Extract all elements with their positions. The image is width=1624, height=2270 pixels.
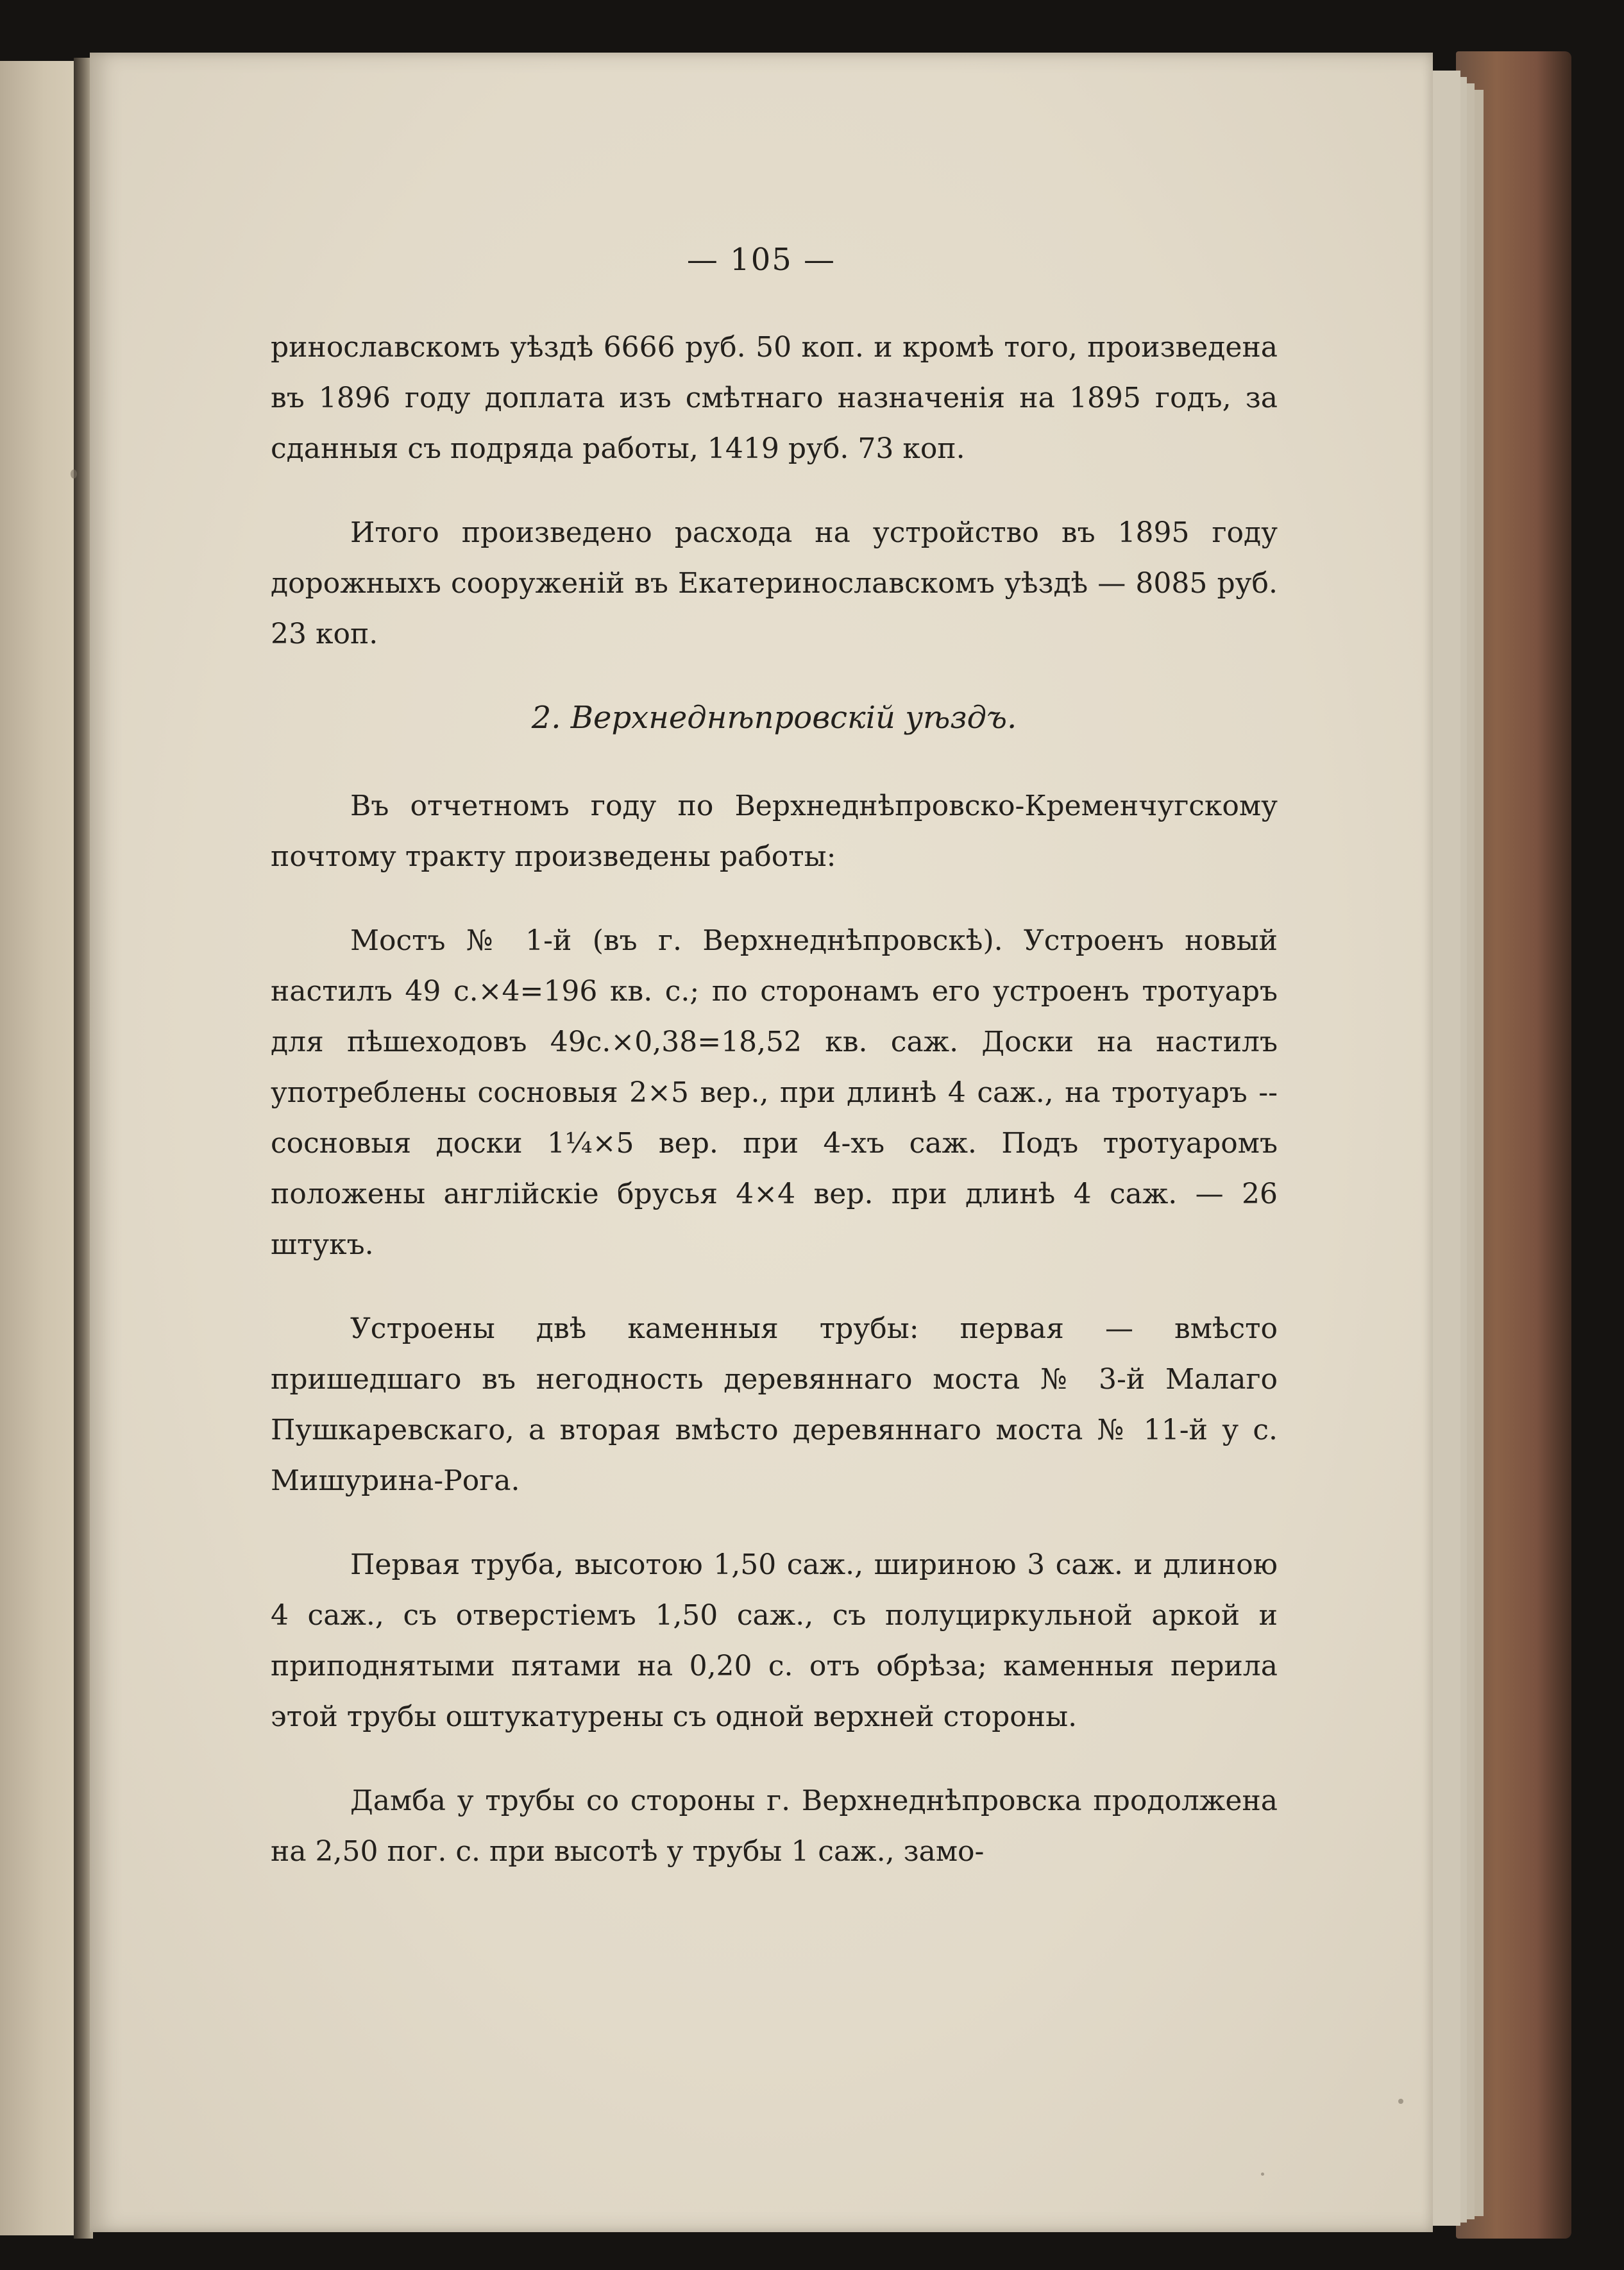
paragraph: Первая труба, высотою 1,50 саж., шириною 3 саж. и длиною 4 саж., съ отверстіемъ 1,50 саж., съ полуциркульной аркой и приподнятыми пятами на 0,20 с. отъ обрѣза; каменныя перила этой трубы оштукатурены съ одной верхней стороны. <box>271 1548 1278 1733</box>
page-body <box>271 322 1278 1910</box>
paragraph: Устроены двѣ каменныя трубы: первая — вмѣсто пришедшаго въ негодность деревяннаго моста № 3-й Малаго Пушкаревскаго, а вторая вмѣсто деревяннаго моста № 11-й у с. Мишурина-Рога. <box>271 1312 1278 1497</box>
paper-fleck <box>1261 2173 1264 2176</box>
left-page-edge <box>0 61 80 2235</box>
paragraph: Мостъ № 1-й (въ г. Верхнеднѣпровскѣ). Устроенъ новый настилъ 49 с.×4=196 кв. с.; по сторонамъ его устроенъ тротуаръ для пѣшеходовъ 49с.×0,38=18,52 кв. саж. Доски на настилъ употреблены сосновыя 2×5 вер., при длинѣ 4 саж., на тротуаръ -- сосновыя доски 1¼×5 вер. при 4-хъ саж. Подъ тротуаромъ положены англійскіе брусья 4×4 вер. при длинѣ 4 саж. — 26 штукъ. <box>271 924 1278 1261</box>
paragraph: ринославскомъ уѣздѣ 6666 руб. 50 коп. и кромѣ того, произведена въ 1896 году доплата изъ смѣтнаго назначенія на 1895 годъ, за сданныя съ подряда работы, 1419 руб. 73 коп. <box>271 331 1278 465</box>
page-number: — 105 — <box>686 242 836 278</box>
paper-fleck <box>1398 2099 1403 2104</box>
book-page <box>90 53 1433 2232</box>
paper-fleck <box>71 470 77 479</box>
section-heading: 2. Верхнеднѣпровскій уѣздъ. <box>531 700 1017 736</box>
paragraph: Дамба у трубы со стороны г. Верхнеднѣпровска продолжена на 2,50 пог. с. при высотѣ у трубы 1 саж., замо- <box>271 1784 1278 1868</box>
paragraph: Итого произведено расхода на устройство въ 1895 году дорожныхъ сооруженій въ Екатеринославскомъ уѣздѣ — 8085 руб. 23 коп. <box>271 516 1278 650</box>
paragraph: Въ отчетномъ году по Верхнеднѣпровско-Кременчугскому почтому тракту произведены работы: <box>271 790 1278 873</box>
